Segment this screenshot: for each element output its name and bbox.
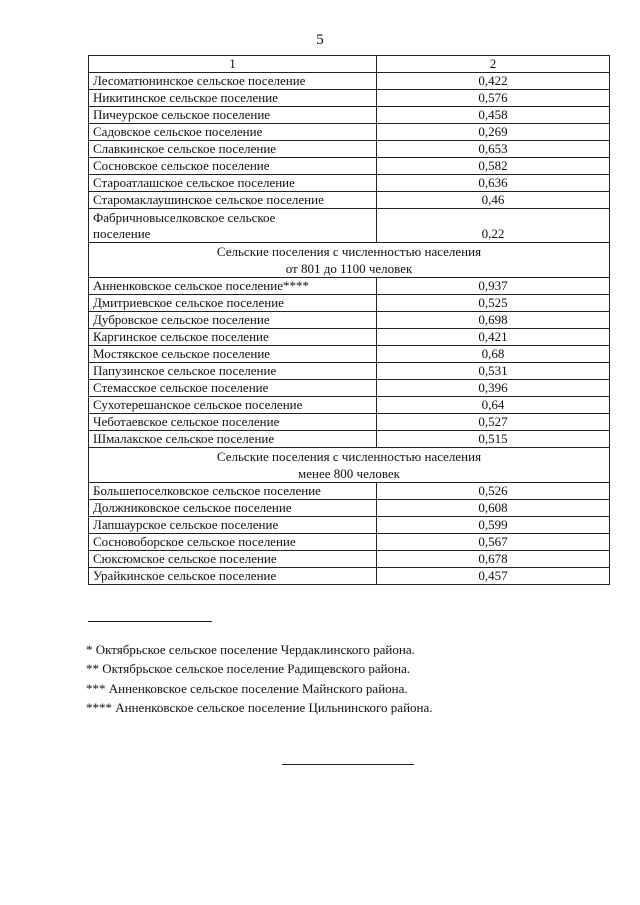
settlement-name — [89, 209, 377, 243]
settlement-name: Сосновское сельское поселение — [89, 158, 377, 175]
table-row — [89, 209, 610, 243]
section-heading-801-1100-cell — [89, 243, 610, 278]
settlement-name: Сосновоборское сельское поселение — [89, 534, 377, 551]
settlement-name: Анненковское сельское поселение**** — [89, 278, 377, 295]
table-row — [89, 295, 610, 312]
settlement-value: 0,653 — [377, 141, 610, 158]
footnote-1: * Октябрьское сельское поселение Чердаклинского района. — [86, 642, 415, 657]
section-heading-line-1: Сельские поселения с численностью населения — [216, 449, 482, 464]
settlement-value: 0,68 — [377, 346, 610, 363]
section-heading-under-800-cell — [89, 448, 610, 483]
settlement-name: Староатлашское сельское поселение — [89, 175, 377, 192]
settlement-value: 0,582 — [377, 158, 610, 175]
table-row — [89, 346, 610, 363]
table-row — [89, 73, 610, 90]
table-row — [89, 414, 610, 431]
settlement-value: 0,527 — [377, 414, 610, 431]
settlement-name: Шмалакское сельское поселение — [89, 431, 377, 448]
table-row — [89, 551, 610, 568]
table-row — [89, 158, 610, 175]
table-row — [89, 397, 610, 414]
footnote-separator — [88, 621, 212, 622]
footnote-3: *** Анненковское сельское поселение Майнского района. — [86, 680, 408, 696]
settlement-value: 0,608 — [377, 500, 610, 517]
table-row — [89, 483, 610, 500]
settlements-table — [88, 55, 610, 585]
table-row — [89, 175, 610, 192]
settlement-value: 0,698 — [377, 312, 610, 329]
settlement-value: 0,636 — [377, 175, 610, 192]
table-row — [89, 431, 610, 448]
table-row — [89, 534, 610, 551]
table-row — [89, 329, 610, 346]
table-row — [89, 380, 610, 397]
settlement-value: 0,567 — [377, 534, 610, 551]
settlement-name: Чеботаевское сельское поселение — [89, 414, 377, 431]
footnotes — [86, 640, 606, 717]
footnote-4: **** Анненковское сельское поселение Цильнинского района. — [86, 699, 433, 715]
settlement-name: Каргинское сельское поселение — [89, 329, 377, 346]
settlement-name: Лесоматюнинское сельское поселение — [89, 73, 377, 90]
footnote-2: ** Октябрьское сельское поселение Радищевского района. — [86, 661, 411, 677]
section-heading-line-1: Сельские поселения с численностью населения — [216, 244, 482, 259]
settlement-value: 0,422 — [377, 73, 610, 90]
column-header-2: 2 — [377, 56, 610, 73]
settlement-name: Должниковское сельское поселение — [89, 500, 377, 517]
table-row — [89, 517, 610, 534]
table-header-row — [89, 56, 610, 73]
table-row — [89, 192, 610, 209]
settlement-value: 0,64 — [377, 397, 610, 414]
settlement-value: 0,421 — [377, 329, 610, 346]
settlement-value: 0,576 — [377, 90, 610, 107]
table-row — [89, 278, 610, 295]
settlement-value: 0,396 — [377, 380, 610, 397]
settlement-value: 0,526 — [377, 483, 610, 500]
settlement-name: Мостякское сельское поселение — [89, 346, 377, 363]
settlement-value: 0,46 — [377, 192, 610, 209]
settlement-name: Славкинское сельское поселение — [89, 141, 377, 158]
section-heading-line-2: от 801 до 1100 человек — [285, 261, 413, 276]
settlement-value: 0,599 — [377, 517, 610, 534]
settlement-name: Стемасское сельское поселение — [89, 380, 377, 397]
settlement-name: Дмитриевское сельское поселение — [89, 295, 377, 312]
settlement-value: 0,22 — [377, 209, 610, 243]
table-row — [89, 124, 610, 141]
settlement-value: 0,457 — [377, 568, 610, 585]
column-header-1: 1 — [89, 56, 377, 73]
settlement-name: Дубровское сельское поселение — [89, 312, 377, 329]
settlement-value: 0,531 — [377, 363, 610, 380]
section-heading-line-2: менее 800 человек — [298, 466, 400, 481]
settlement-name: Пичеурское сельское поселение — [89, 107, 377, 124]
settlement-value: 0,678 — [377, 551, 610, 568]
settlement-name: Лапшаурское сельское поселение — [89, 517, 377, 534]
settlement-name: Никитинское сельское поселение — [89, 90, 377, 107]
table-row — [89, 363, 610, 380]
settlement-value: 0,525 — [377, 295, 610, 312]
settlement-name: Папузинское сельское поселение — [89, 363, 377, 380]
section-heading-under-800 — [89, 448, 610, 483]
settlement-value: 0,458 — [377, 107, 610, 124]
table-row — [89, 568, 610, 585]
table-row — [89, 141, 610, 158]
settlement-value: 0,269 — [377, 124, 610, 141]
settlement-name: Урайкинское сельское поселение — [89, 568, 377, 585]
table-row — [89, 90, 610, 107]
settlement-name: Большепоселковское сельское поселение — [89, 483, 377, 500]
page-number: 5 — [316, 32, 324, 48]
settlement-name: Сухотерешанское сельское поселение — [89, 397, 377, 414]
settlement-name: Старомаклаушинское сельское поселение — [89, 192, 377, 209]
settlement-name-line-1: Фабричновыселковское сельское — [93, 210, 276, 225]
signature-line — [282, 764, 414, 765]
settlement-name: Сюксюмское сельское поселение — [89, 551, 377, 568]
table-row — [89, 312, 610, 329]
settlement-name-line-2: поселение — [93, 226, 151, 241]
section-heading-801-1100 — [89, 243, 610, 278]
table-row — [89, 107, 610, 124]
settlement-value: 0,937 — [377, 278, 610, 295]
settlement-value: 0,515 — [377, 431, 610, 448]
table-row — [89, 500, 610, 517]
settlement-name: Садовское сельское поселение — [89, 124, 377, 141]
